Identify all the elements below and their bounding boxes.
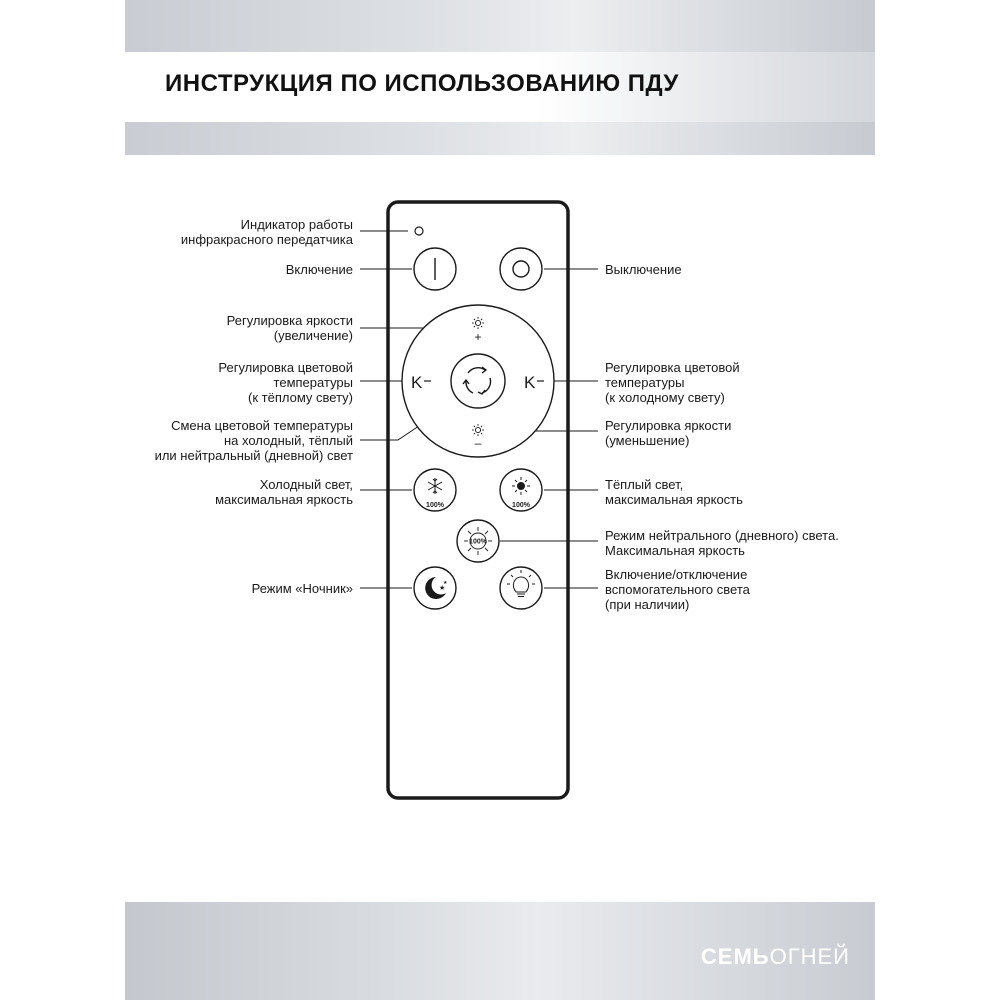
remote-body	[388, 202, 568, 798]
label-neutral-max: Режим нейтрального (дневного) света. Максимальная яркость	[605, 528, 839, 558]
warm-max-button[interactable]	[500, 469, 542, 511]
pct-warm-label: 100%	[512, 502, 530, 509]
power-on-button[interactable]	[414, 248, 456, 290]
minus-icon: –	[474, 436, 482, 450]
pct-neutral-label: 100%	[469, 538, 487, 546]
svg-text:★: ★	[439, 584, 446, 592]
svg-text:★: ★	[443, 580, 448, 586]
label-ir-indicator: Индикатор работы инфракрасного передатчика	[180, 217, 353, 247]
label-color-temp-warm: Регулировка цветовой температуры (к тёплому свету)	[218, 360, 353, 405]
neutral-max-button[interactable]	[457, 520, 499, 562]
label-night-mode: Режим «Ночник»	[251, 581, 353, 596]
page-title: ИНСТРУКЦИЯ ПО ИСПОЛЬЗОВАНИЮ ПДУ	[165, 70, 679, 97]
label-brightness-down: Регулировка яркости (уменьшение)	[605, 418, 732, 448]
color-temp-cycle-button[interactable]	[451, 354, 505, 408]
ir-indicator-icon	[415, 227, 423, 235]
label-color-temp-cold: Регулировка цветовой температуры (к холодному свету)	[605, 360, 740, 405]
k-warm-label: K	[411, 373, 423, 392]
label-power-on: Включение	[285, 262, 353, 277]
label-color-temp-cycle: Смена цветовой температуры на холодный, тёплый или нейтральный (дневной) свет	[154, 418, 353, 463]
power-off-button[interactable]	[500, 248, 542, 290]
aux-light-button[interactable]	[500, 567, 542, 609]
cold-max-button[interactable]	[414, 469, 456, 511]
label-warm-max: Тёплый свет, максимальная яркость	[605, 477, 743, 507]
label-aux-light: Включение/отключение вспомогательного света (при наличии)	[605, 567, 750, 612]
k-cold-label: K	[524, 373, 536, 392]
label-power-off: Выключение	[605, 262, 682, 277]
brand-bold: СЕМЬ	[700, 944, 770, 969]
night-mode-button[interactable]	[414, 567, 456, 609]
plus-icon: +	[474, 330, 482, 344]
brand-logo	[701, 944, 850, 970]
pct-cold-label: 100%	[426, 502, 444, 509]
brand-light: ОГНЕЙ	[769, 944, 850, 969]
label-brightness-up: Регулировка яркости (увеличение)	[226, 313, 353, 343]
label-cold-max: Холодный свет, максимальная яркость	[215, 477, 353, 507]
